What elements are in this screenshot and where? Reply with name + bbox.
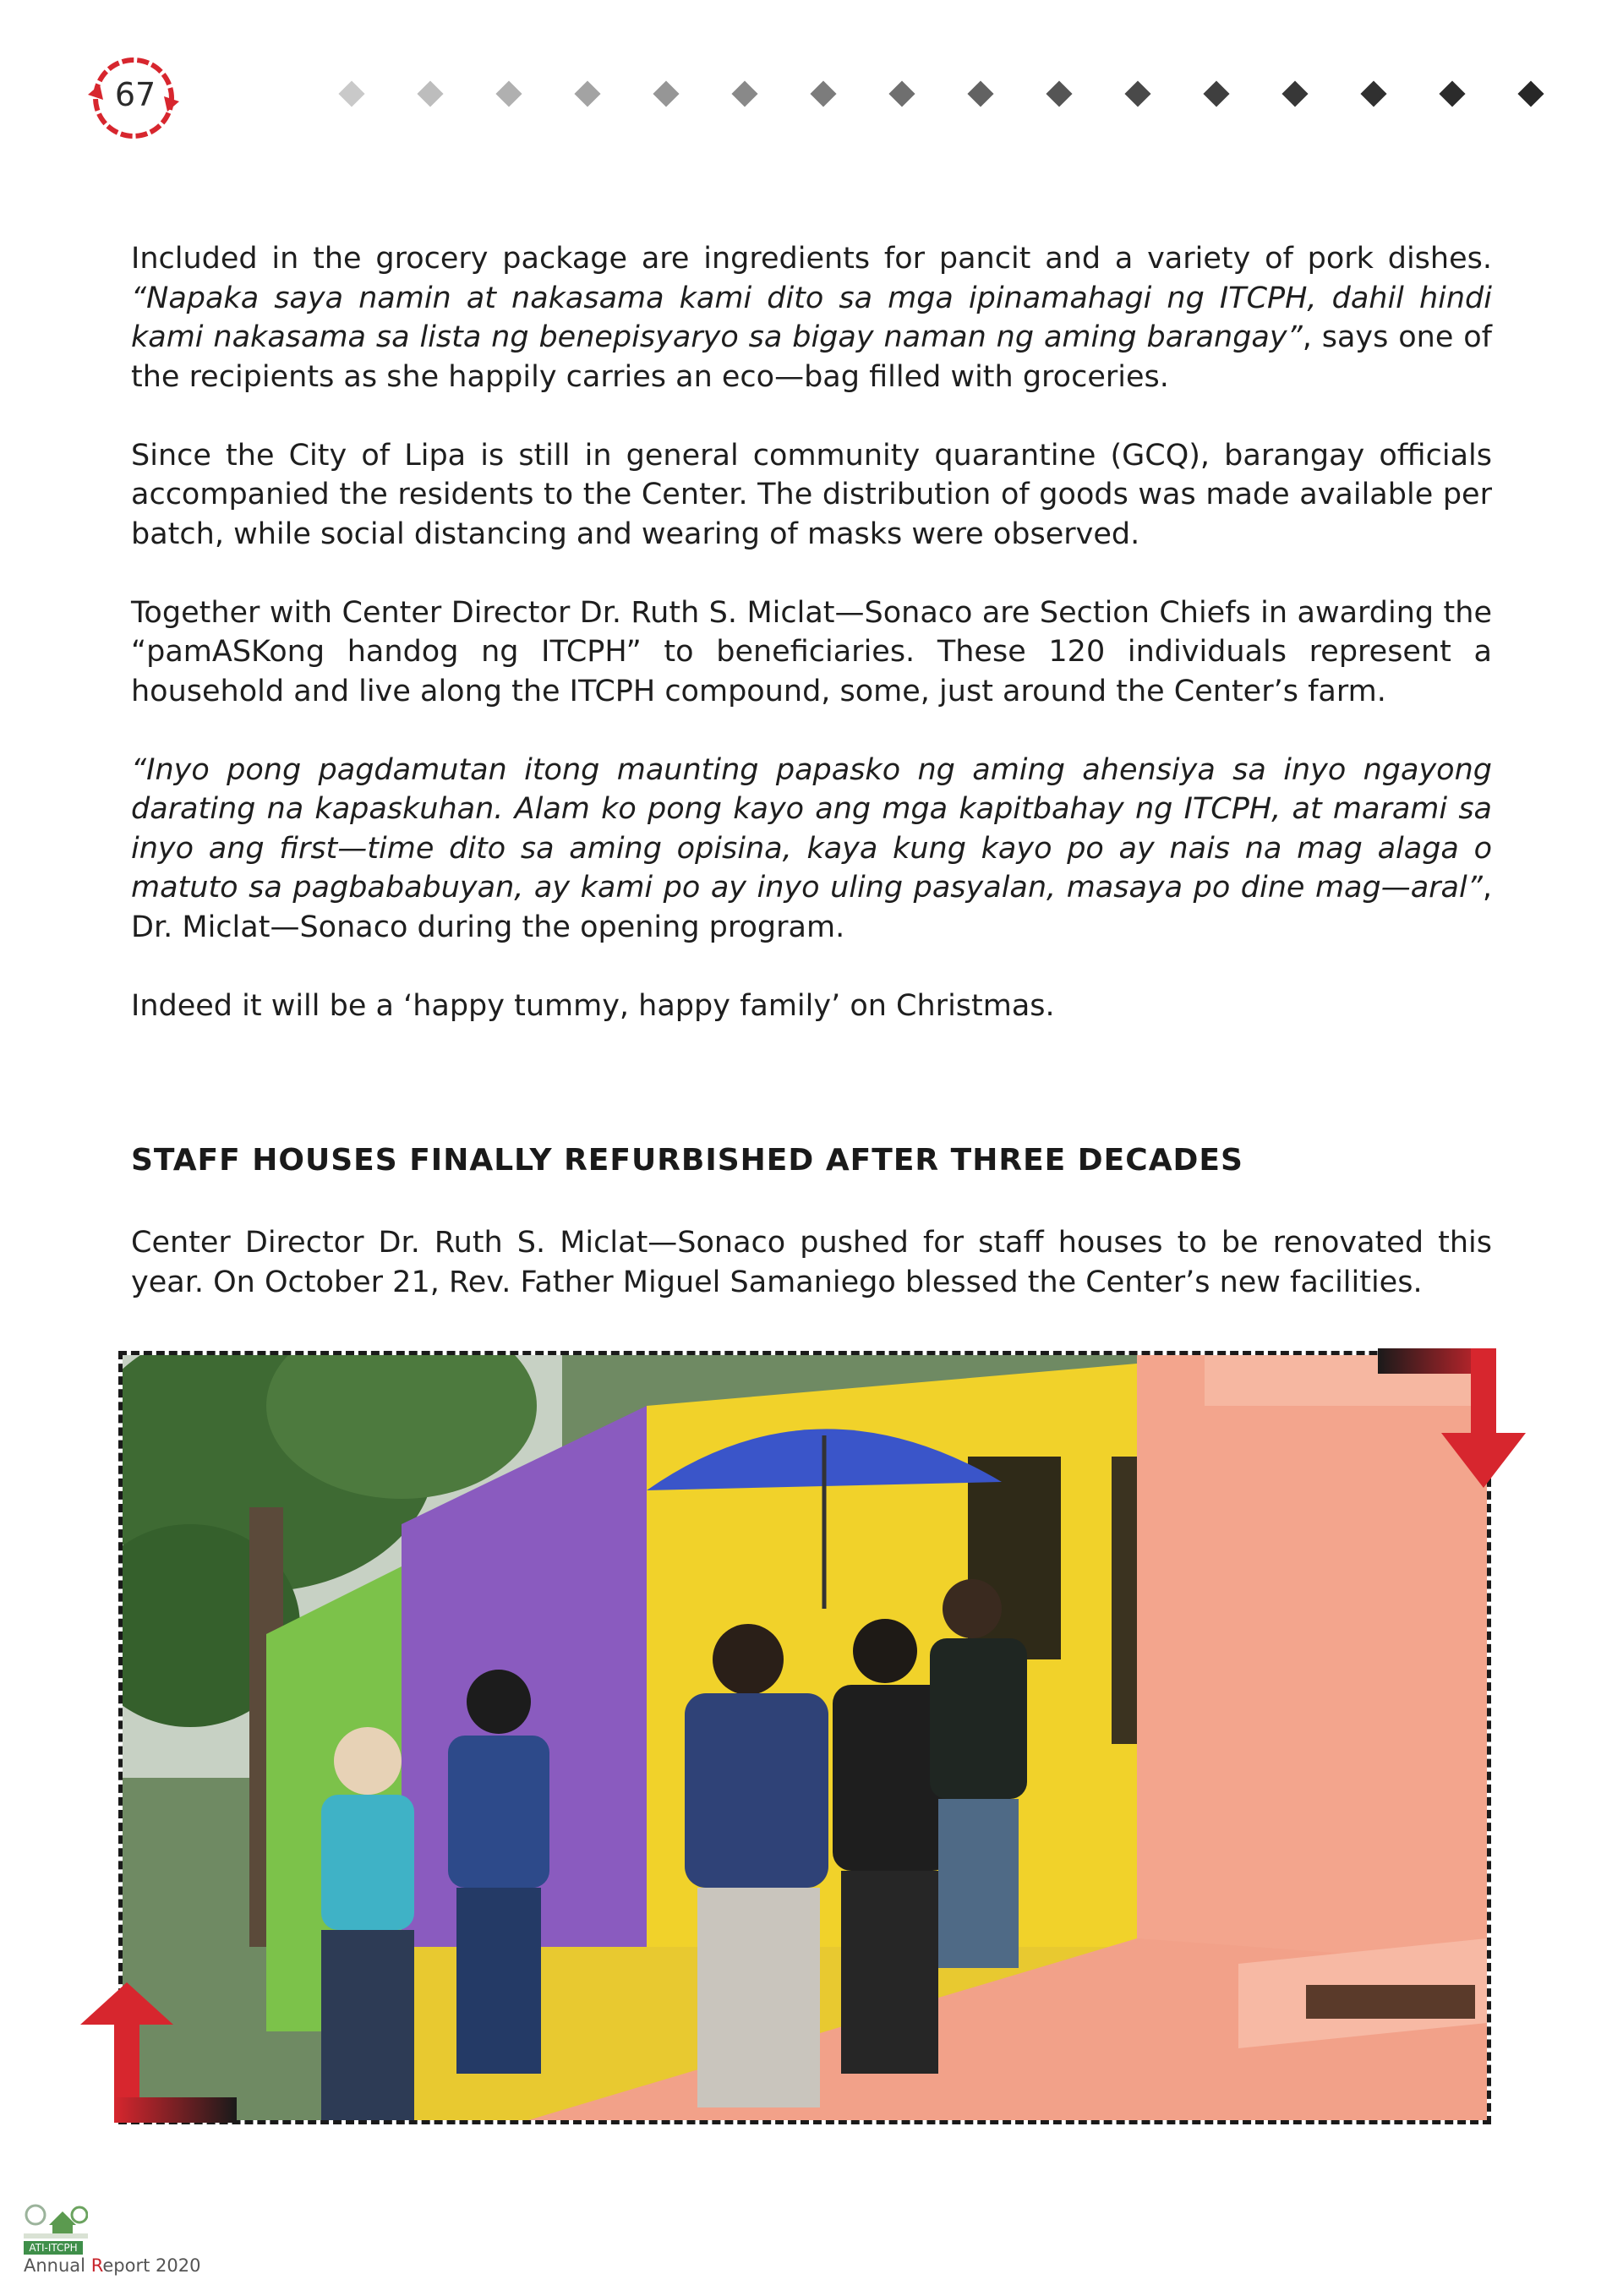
footer-annual-suffix: eport 2020: [102, 2255, 201, 2276]
red-corner-arrow-up-icon: [80, 1982, 237, 2126]
decorative-diamond: [1517, 80, 1544, 107]
decorative-diamond: [1124, 80, 1150, 107]
paragraph-text: Together with Center Director Dr. Ruth S. Miclat—Sonaco are Section Chiefs in awarding the “pamASKong handog ng ITCPH” to beneficiaries. These 120 individuals represent a household and live along the ITCPH compound, some, just around the Center’s farm.: [131, 595, 1492, 708]
decorative-diamond: [1360, 80, 1386, 107]
footer-brand: ATI-ITCPH: [24, 2241, 83, 2255]
decorative-diamond: [1046, 80, 1072, 107]
section-heading: STAFF HOUSES FINALLY REFURBISHED AFTER THREE DECADES: [131, 1143, 1243, 1178]
decorative-diamond: [1439, 80, 1465, 107]
staff-house-photo-illustration: [123, 1355, 1487, 2120]
paragraph-spacer: [131, 554, 1492, 593]
paragraph-text: , says one of the recipients as she happily carries an eco—bag filled with groceries.: [131, 320, 1492, 394]
decorative-diamond: [1281, 80, 1308, 107]
decorative-diamond: [888, 80, 915, 107]
footer-annual-report: [24, 2255, 200, 2276]
decorative-diamond: [417, 80, 443, 107]
page-number-badge: [81, 51, 189, 145]
article-paragraph: [131, 436, 1492, 555]
ati-itcph-logo-icon: [24, 2196, 88, 2247]
quote-text: “Inyo pong pagdamutan itong maunting papasko ng aming ahensiya sa inyo ngayong darating na kapaskuhan. Alam ko pong kayo ang mga kapitbahay ng ITCPH, at marami sa inyo ang first—time dito sa aming opisina, kaya kung kayo po ay nais na mag alaga o matuto sa pagbababuyan, ay kami po ay inyo uling pasyalan, masaya po dine mag—aral”: [131, 752, 1492, 905]
quote-text: “Napaka saya namin at nakasama kami dito sa mga ipinamahagi ng ITCPH, dahil hindi kami nakasama sa lista ng benepisyaryo sa bigay naman ng aming barangay”: [131, 281, 1492, 354]
paragraph-text: Indeed it will be a ‘happy tummy, happy family’ on Christmas.: [131, 988, 1055, 1023]
article-paragraph: [131, 239, 1492, 396]
paragraph-text: , Dr. Miclat—Sonaco during the opening program.: [131, 871, 1492, 944]
section-body: [131, 1223, 1492, 1302]
article-paragraph: [131, 987, 1492, 1026]
decorative-diamond: [810, 80, 836, 107]
section-paragraph: Center Director Dr. Ruth S. Miclat—Sonaco pushed for staff houses to be renovated this year. On October 21, Rev. Father Miguel Samaniego blessed the Center’s new facilities.: [131, 1226, 1492, 1299]
decorative-diamond: [731, 80, 757, 107]
article-body: [131, 239, 1492, 1025]
paragraph-spacer: [131, 396, 1492, 436]
decorative-diamond: [495, 80, 522, 107]
paragraph-text: Since the City of Lipa is still in general community quarantine (GCQ), barangay officials accompanied the residents to the Center. The distribution of goods was made available per batch, while social distancing and wearing of masks were observed.: [131, 438, 1492, 551]
decorative-diamond: [338, 80, 364, 107]
page-number: 67: [114, 76, 156, 113]
paragraph-spacer: [131, 947, 1492, 987]
decorative-diamond-row: [342, 85, 1623, 113]
paragraph-spacer: [131, 711, 1492, 751]
paragraph-text: Included in the grocery package are ingredients for pancit and a variety of pork dishes.: [131, 242, 1492, 276]
article-paragraph: [131, 751, 1492, 948]
decorative-diamond: [967, 80, 993, 107]
decorative-diamond: [653, 80, 679, 107]
decorative-diamond: [574, 80, 600, 107]
footer-annual-accent: R: [90, 2255, 103, 2276]
article-paragraph: [131, 593, 1492, 712]
footer-annual-prefix: Annual: [24, 2255, 91, 2276]
decorative-diamond: [1203, 80, 1229, 107]
red-corner-arrow-down-icon: [1378, 1348, 1526, 1492]
staff-house-photo: [118, 1351, 1491, 2124]
